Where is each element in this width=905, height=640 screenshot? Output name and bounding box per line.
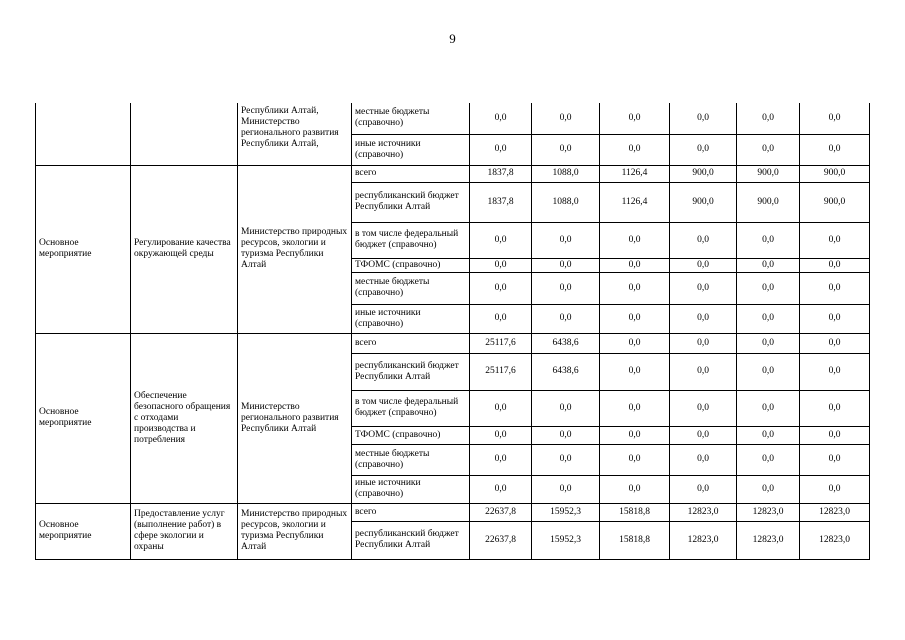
amount-cell: 0,0 bbox=[670, 222, 737, 258]
amount-cell: 0,0 bbox=[800, 475, 870, 503]
amount-cell: 1126,4 bbox=[600, 182, 670, 222]
amount-cell: 12823,0 bbox=[670, 503, 737, 521]
amount-cell: 15952,3 bbox=[532, 503, 600, 521]
amount-cell: 0,0 bbox=[532, 426, 600, 444]
amount-cell: 0,0 bbox=[800, 222, 870, 258]
amount-cell: 22637,8 bbox=[470, 521, 532, 559]
funding-table bbox=[35, 103, 870, 560]
amount-cell: 0,0 bbox=[600, 426, 670, 444]
funding-source-cell: республиканский бюджет Республики Алтай bbox=[352, 182, 470, 222]
activity-name-cell: Регулирование качества окружающей среды bbox=[131, 165, 238, 333]
funding-source-cell: ТФОМС (справочно) bbox=[352, 426, 470, 444]
amount-cell: 0,0 bbox=[670, 475, 737, 503]
funding-source-cell: всего bbox=[352, 503, 470, 521]
amount-cell: 0,0 bbox=[800, 258, 870, 272]
table-row bbox=[36, 333, 870, 353]
amount-cell: 15818,8 bbox=[600, 503, 670, 521]
funding-source-cell: всего bbox=[352, 333, 470, 353]
amount-cell: 900,0 bbox=[800, 182, 870, 222]
funding-source-cell: местные бюджеты (справочно) bbox=[352, 444, 470, 475]
amount-cell: 0,0 bbox=[532, 390, 600, 426]
amount-cell: 0,0 bbox=[670, 353, 737, 390]
amount-cell: 0,0 bbox=[670, 103, 737, 134]
amount-cell: 1088,0 bbox=[532, 182, 600, 222]
executor-cell: Министерство природных ресурсов, экологии и туризма Республики Алтай bbox=[238, 165, 352, 333]
amount-cell: 15818,8 bbox=[600, 521, 670, 559]
funding-source-cell: иные источники (справочно) bbox=[352, 134, 470, 165]
funding-source-cell: местные бюджеты (справочно) bbox=[352, 103, 470, 134]
amount-cell: 0,0 bbox=[532, 475, 600, 503]
activity-type-cell bbox=[36, 103, 131, 165]
amount-cell: 0,0 bbox=[532, 444, 600, 475]
table-body bbox=[36, 103, 870, 559]
amount-cell: 900,0 bbox=[670, 182, 737, 222]
amount-cell: 0,0 bbox=[470, 475, 532, 503]
activity-type-cell: Основное мероприятие bbox=[36, 333, 131, 503]
amount-cell: 0,0 bbox=[737, 258, 800, 272]
amount-cell: 0,0 bbox=[532, 222, 600, 258]
amount-cell: 12823,0 bbox=[800, 503, 870, 521]
amount-cell: 0,0 bbox=[670, 134, 737, 165]
amount-cell: 0,0 bbox=[532, 272, 600, 304]
amount-cell: 25117,6 bbox=[470, 333, 532, 353]
executor-cell: Республики Алтай, Министерство регионального развития Республики Алтай, bbox=[238, 103, 352, 165]
amount-cell: 0,0 bbox=[470, 304, 532, 333]
amount-cell: 0,0 bbox=[737, 134, 800, 165]
activity-type-cell: Основное мероприятие bbox=[36, 503, 131, 559]
amount-cell: 0,0 bbox=[737, 222, 800, 258]
amount-cell: 0,0 bbox=[670, 258, 737, 272]
table-row bbox=[36, 503, 870, 521]
amount-cell: 15952,3 bbox=[532, 521, 600, 559]
executor-cell: Министерство природных ресурсов, экологии и туризма Республики Алтай bbox=[238, 503, 352, 559]
funding-source-cell: иные источники (справочно) bbox=[352, 475, 470, 503]
amount-cell: 0,0 bbox=[800, 444, 870, 475]
amount-cell: 1126,4 bbox=[600, 165, 670, 182]
amount-cell: 12823,0 bbox=[800, 521, 870, 559]
funding-source-cell: республиканский бюджет Республики Алтай bbox=[352, 521, 470, 559]
amount-cell: 0,0 bbox=[800, 272, 870, 304]
amount-cell: 0,0 bbox=[600, 304, 670, 333]
amount-cell: 1837,8 bbox=[470, 182, 532, 222]
amount-cell: 12823,0 bbox=[737, 521, 800, 559]
amount-cell: 0,0 bbox=[670, 390, 737, 426]
amount-cell: 0,0 bbox=[737, 475, 800, 503]
amount-cell: 0,0 bbox=[737, 103, 800, 134]
amount-cell: 0,0 bbox=[532, 304, 600, 333]
amount-cell: 0,0 bbox=[600, 103, 670, 134]
amount-cell: 0,0 bbox=[470, 103, 532, 134]
amount-cell: 0,0 bbox=[470, 272, 532, 304]
amount-cell: 1837,8 bbox=[470, 165, 532, 182]
amount-cell: 25117,6 bbox=[470, 353, 532, 390]
amount-cell: 0,0 bbox=[737, 444, 800, 475]
funding-source-cell: в том числе федеральный бюджет (справочно) bbox=[352, 222, 470, 258]
amount-cell: 0,0 bbox=[800, 426, 870, 444]
amount-cell: 12823,0 bbox=[670, 521, 737, 559]
amount-cell: 0,0 bbox=[532, 258, 600, 272]
amount-cell: 0,0 bbox=[532, 134, 600, 165]
amount-cell: 0,0 bbox=[737, 272, 800, 304]
amount-cell: 0,0 bbox=[800, 333, 870, 353]
activity-name-cell: Обеспечение безопасного обращения с отходами производства и потребления bbox=[131, 333, 238, 503]
funding-source-cell: иные источники (справочно) bbox=[352, 304, 470, 333]
table-row bbox=[36, 103, 870, 134]
amount-cell: 0,0 bbox=[670, 444, 737, 475]
amount-cell: 900,0 bbox=[800, 165, 870, 182]
funding-source-cell: всего bbox=[352, 165, 470, 182]
amount-cell: 0,0 bbox=[670, 272, 737, 304]
amount-cell: 0,0 bbox=[737, 304, 800, 333]
amount-cell: 0,0 bbox=[600, 475, 670, 503]
amount-cell: 0,0 bbox=[600, 134, 670, 165]
activity-type-cell: Основное мероприятие bbox=[36, 165, 131, 333]
amount-cell: 0,0 bbox=[470, 426, 532, 444]
amount-cell: 0,0 bbox=[737, 426, 800, 444]
amount-cell: 900,0 bbox=[670, 165, 737, 182]
amount-cell: 6438,6 bbox=[532, 333, 600, 353]
amount-cell: 0,0 bbox=[600, 444, 670, 475]
amount-cell: 12823,0 bbox=[737, 503, 800, 521]
amount-cell: 0,0 bbox=[800, 390, 870, 426]
funding-source-cell: ТФОМС (справочно) bbox=[352, 258, 470, 272]
amount-cell: 0,0 bbox=[800, 103, 870, 134]
amount-cell: 0,0 bbox=[470, 390, 532, 426]
activity-name-cell bbox=[131, 103, 238, 165]
amount-cell: 0,0 bbox=[737, 353, 800, 390]
amount-cell: 0,0 bbox=[800, 353, 870, 390]
amount-cell: 1088,0 bbox=[532, 165, 600, 182]
amount-cell: 0,0 bbox=[470, 258, 532, 272]
amount-cell: 0,0 bbox=[600, 272, 670, 304]
amount-cell: 0,0 bbox=[670, 333, 737, 353]
amount-cell: 22637,8 bbox=[470, 503, 532, 521]
table-row bbox=[36, 165, 870, 182]
amount-cell: 0,0 bbox=[800, 134, 870, 165]
amount-cell: 0,0 bbox=[600, 258, 670, 272]
amount-cell: 0,0 bbox=[600, 222, 670, 258]
amount-cell: 0,0 bbox=[800, 304, 870, 333]
amount-cell: 0,0 bbox=[470, 444, 532, 475]
amount-cell: 0,0 bbox=[670, 304, 737, 333]
amount-cell: 0,0 bbox=[737, 333, 800, 353]
funding-source-cell: местные бюджеты (справочно) bbox=[352, 272, 470, 304]
amount-cell: 0,0 bbox=[532, 103, 600, 134]
funding-source-cell: республиканский бюджет Республики Алтай bbox=[352, 353, 470, 390]
amount-cell: 0,0 bbox=[670, 426, 737, 444]
amount-cell: 900,0 bbox=[737, 182, 800, 222]
amount-cell: 0,0 bbox=[600, 353, 670, 390]
page-number: 9 bbox=[449, 31, 456, 46]
amount-cell: 0,0 bbox=[600, 333, 670, 353]
amount-cell: 0,0 bbox=[470, 134, 532, 165]
funding-source-cell: в том числе федеральный бюджет (справочно) bbox=[352, 390, 470, 426]
amount-cell: 900,0 bbox=[737, 165, 800, 182]
amount-cell: 0,0 bbox=[470, 222, 532, 258]
amount-cell: 6438,6 bbox=[532, 353, 600, 390]
amount-cell: 0,0 bbox=[600, 390, 670, 426]
amount-cell: 0,0 bbox=[737, 390, 800, 426]
activity-name-cell: Предоставление услуг (выполнение работ) в сфере экологии и охраны bbox=[131, 503, 238, 559]
executor-cell: Министерство регионального развития Республики Алтай bbox=[238, 333, 352, 503]
